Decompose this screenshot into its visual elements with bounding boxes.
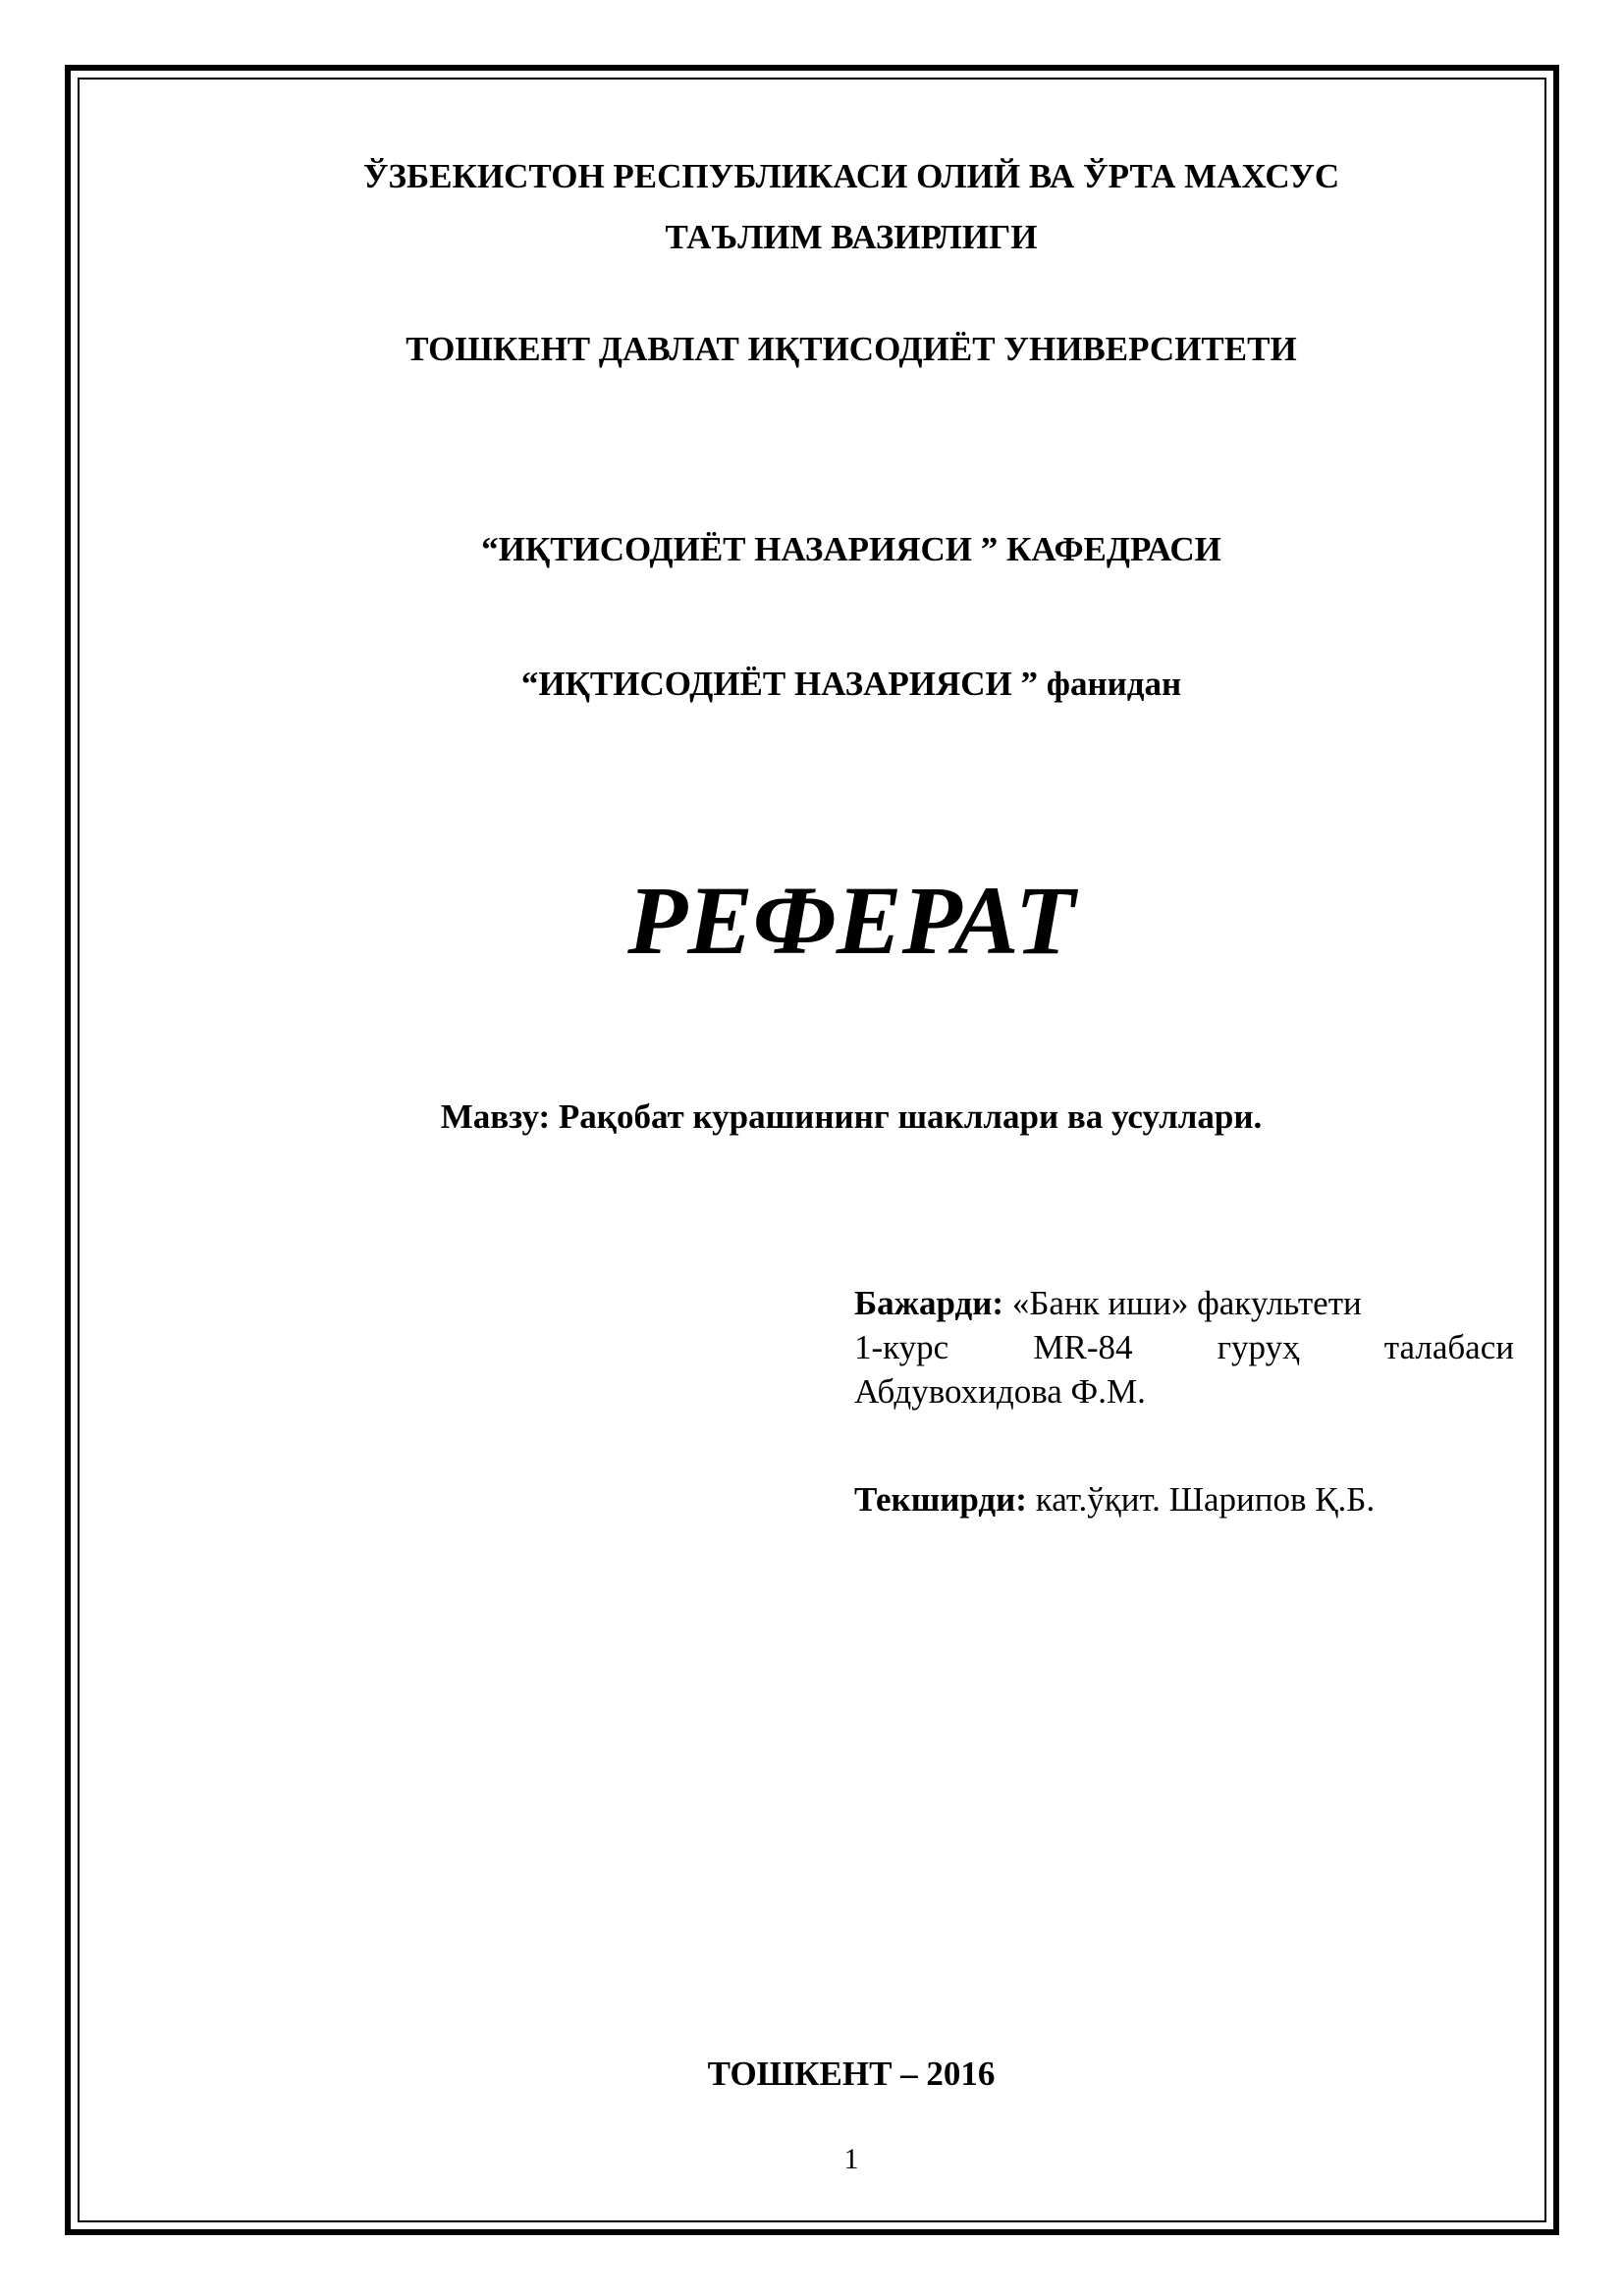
performer-course: 1-курс [854, 1328, 949, 1366]
page-number: 1 [843, 2143, 859, 2175]
university-name: ТОШКЕНТ ДАВЛАТ ИҚТИСОДИЁТ УНИВЕРСИТЕТИ [406, 330, 1297, 368]
topic-line: Мавзу: Рақобат курашининг шакллари ва усуллари. [440, 1097, 1263, 1136]
ministry-title-line-2: ТАЪЛИМ ВАЗИРЛИГИ [665, 218, 1038, 256]
performer-group-code: MR-84 [1033, 1328, 1133, 1366]
document-type-title: РЕФЕРАТ [627, 866, 1075, 975]
performer-student-word: талабаси [1383, 1328, 1514, 1366]
performer-group-word: гуруҳ [1217, 1328, 1300, 1366]
checker-name: кат.ўқит. Шарипов Қ.Б. [1035, 1480, 1376, 1519]
city-year: ТОШКЕНТ – 2016 [707, 2055, 996, 2093]
performer-faculty-line [854, 1281, 1514, 1325]
checker-block [854, 1477, 1514, 1522]
page-border-inner [78, 78, 1546, 2222]
performer-course-line [854, 1325, 1514, 1369]
performer-label: Бажарди: [854, 1284, 1004, 1322]
checker-label: Текширди: [854, 1480, 1027, 1519]
subject-name: “ИҚТИСОДИЁТ НАЗАРИЯСИ ” фанидан [520, 665, 1182, 703]
ministry-title-line-1: ЎЗБЕКИСТОН РЕСПУБЛИКАСИ ОЛИЙ ВА ЎРТА МАХСУС [362, 157, 1340, 195]
department-name: “ИҚТИСОДИЁТ НАЗАРИЯСИ ” КАФЕДРАСИ [481, 530, 1221, 568]
performer-student-name: Абдувохидова Ф.М. [854, 1372, 1146, 1411]
performer-faculty: «Банк иши» факультети [1011, 1284, 1362, 1322]
performer-block [854, 1281, 1514, 1414]
